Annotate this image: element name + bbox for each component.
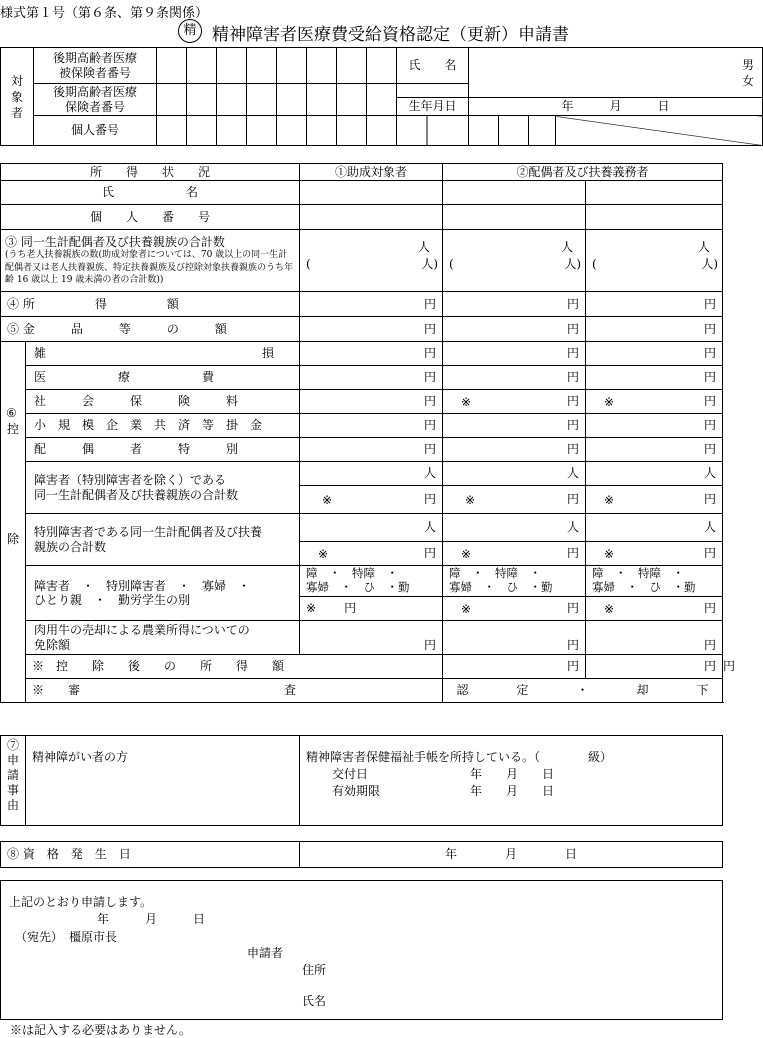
reason-left: 精神障がい者の方 xyxy=(26,736,300,826)
income-name-field[interactable] xyxy=(443,181,586,205)
money-amount-label: ⑤ 金 品 等 の 額 xyxy=(1,317,300,342)
name-label-spacer xyxy=(397,84,469,98)
reason-side-label: ⑦申請事由 xyxy=(1,736,26,826)
special-disabled-count-2[interactable]: 人 xyxy=(443,514,586,542)
category-amount-3[interactable]: ※ 円 xyxy=(586,597,723,621)
personal-digit[interactable] xyxy=(397,116,469,146)
money-amount-3[interactable]: 円 xyxy=(586,317,723,342)
medical-2[interactable]: 円 xyxy=(443,366,586,390)
subject-table xyxy=(0,47,763,146)
income-personal-number-field[interactable] xyxy=(443,205,586,230)
income-amount-3[interactable]: 円 xyxy=(586,292,723,317)
personal-blank xyxy=(556,116,763,146)
insured-digit[interactable] xyxy=(337,48,367,84)
insurer-digit[interactable] xyxy=(277,84,307,116)
personal-digit[interactable] xyxy=(187,116,217,146)
qualify-date[interactable]: 年 月 日 xyxy=(300,842,723,868)
misc-loss-3[interactable]: 円 xyxy=(586,342,723,366)
spouse-special-3[interactable]: 円 xyxy=(586,438,723,462)
insurer-digit[interactable] xyxy=(307,84,337,116)
dependents-field-1[interactable]: 人 ( 人) xyxy=(300,230,443,292)
spouse-special-1[interactable]: 円 xyxy=(300,438,443,462)
insurer-number-label: 後期高齢者医療 保険者番号 xyxy=(34,84,157,116)
insured-digit[interactable] xyxy=(217,48,247,84)
category-options-3[interactable]: 障 ・ 特障 ・ 寡婦 ・ ひ ・勤 xyxy=(586,566,723,597)
income-amount-2[interactable]: 円 xyxy=(443,292,586,317)
personal-digit[interactable] xyxy=(247,116,277,146)
personal-digit[interactable] xyxy=(307,116,337,146)
social-insurance-2[interactable]: ※ 円 xyxy=(443,390,586,414)
beef-amount-1[interactable]: 円 xyxy=(300,621,443,655)
reason-table xyxy=(0,735,723,826)
disabled-count-3[interactable]: 人 xyxy=(586,462,723,486)
signature-box xyxy=(0,880,723,1020)
spouse-special-label: 配 偶 者 特 別 xyxy=(26,438,300,462)
qualify-label: ⑧ 資 格 発 生 日 xyxy=(1,842,300,868)
income-name-label: 氏 名 xyxy=(1,181,300,205)
small-business-2[interactable]: 円 xyxy=(443,414,586,438)
income-amount-1[interactable]: 円 xyxy=(300,292,443,317)
review-result[interactable]: 認 定 ・ 却 下 xyxy=(443,679,723,703)
special-disabled-amount-1[interactable]: ※ 円 xyxy=(300,542,443,566)
beef-amount-2[interactable]: 円 xyxy=(443,621,586,655)
insured-digit[interactable] xyxy=(157,48,187,84)
insurer-digit[interactable] xyxy=(247,84,277,116)
special-disabled-amount-3[interactable]: ※ 円 xyxy=(586,542,723,566)
income-amount-label: ④ 所 得 額 xyxy=(1,292,300,317)
addressee: （宛先） 橿原市長 xyxy=(15,930,118,944)
insurer-digit[interactable] xyxy=(187,84,217,116)
disabled-count-1[interactable]: 人 xyxy=(300,462,443,486)
misc-loss-2[interactable]: 円 xyxy=(443,342,586,366)
insurer-digit[interactable] xyxy=(217,84,247,116)
after-deduction-1[interactable]: 円 xyxy=(443,655,586,679)
reason-handbook-line: 精神障害者保健福祉手帳を所持している。（ 級） xyxy=(306,750,613,764)
category-options-1[interactable]: 障 ・ 特障 ・ 寡婦 ・ ひ ・勤 xyxy=(300,566,443,597)
issue-date[interactable]: 年 月 日 xyxy=(470,767,555,781)
col2-header: ②配偶者及び扶養義務者 xyxy=(443,164,723,181)
small-business-3[interactable]: 円 xyxy=(586,414,723,438)
dependents-field-2[interactable]: 人 ( 人) xyxy=(443,230,586,292)
personal-digit[interactable] xyxy=(529,116,556,146)
personal-digit[interactable] xyxy=(337,116,367,146)
after-deduction-2[interactable]: 円 xyxy=(586,655,723,679)
misc-loss-label: 雑 損 xyxy=(26,342,300,366)
issue-label: 交付日 xyxy=(332,767,369,781)
valid-label: 有効期限 xyxy=(332,784,381,798)
insured-digit[interactable] xyxy=(247,48,277,84)
insured-digit[interactable] xyxy=(187,48,217,84)
page-title: 精神障害者医療費受給資格認定（更新）申請書 xyxy=(212,25,569,45)
personal-digit[interactable] xyxy=(217,116,247,146)
footer-note: ※は記入する必要はありません。 xyxy=(10,1023,191,1037)
statement: 上記のとおり申請します。 xyxy=(9,895,153,909)
disabled-amount-3[interactable]: ※ 円 xyxy=(586,486,723,514)
address-label[interactable]: 住所 xyxy=(302,963,327,977)
beef-amount-3[interactable]: 円 xyxy=(586,621,723,655)
personal-digit[interactable] xyxy=(367,116,397,146)
sex-female[interactable]: 女 xyxy=(742,74,755,88)
social-insurance-label: 社 会 保 険 料 xyxy=(26,390,300,414)
sex-male[interactable]: 男 xyxy=(742,58,755,72)
income-name-field[interactable] xyxy=(586,181,723,205)
income-personal-number-label: 個 人 番 号 xyxy=(1,205,300,230)
sign-date[interactable]: 年 月 日 xyxy=(97,912,206,926)
medical-3[interactable]: 円 xyxy=(586,366,723,390)
special-disabled-count-1[interactable]: 人 xyxy=(300,514,443,542)
income-table: 所 得 状 況 ①助成対象者 ②配偶者及び扶養義務者 氏 名 個 人 番 号 ③ 同一生計配偶者及び扶養親族の合計数 (うち老人扶養親族の数(助成対象者については、70 歳以上の同一生計配偶者又は老人扶養親族、特定扶養親族及び控除対象扶養親族のうち年齢 16 歳以上 19 歳未満の者の合計数)) 人 ( 人) 人 ( 人) 人 ( 人) ④ 所 得 額 円 円 円 ⑤ 金 品 等 の 額 円 円 円 ⑥ 控 除 雑 損 円 円 円 医 療 費 円 円 円 社 会 保 険 料 円 ※ 円 ※ 円 小 規 模 企 業 共 済 等 掛 金 円 円 円 配 偶 者 特 別 円 円 円 障害者（特別障害者を除く）である 同一生計配偶者及び扶養親族の合計数 人 人 人 ※ 円 ※ 円 ※ 円 特別障害者である同一生計配偶者及び扶養 親族の合計数 人 人 人 ※ 円 ※ 円 ※ 円 障害者 ・ 特別障害者 ・ 寡婦 ・ ひとり親 ・ 勤労学生の別 障 ・ 特障 ・ 寡婦 ・ ひ ・勤 障 ・ 特障 ・ 寡婦 ・ ひ ・勤 障 ・ 特障 ・ 寡婦 ・ ひ ・勤 ※ 円 ※ 円 ※ 円 肉用牛の売却による農業所得についての 免除額 円 円 円 ※ 控 除 後 の 所 得 額 円 円 円 ※ 審 査 認 定 ・ 却 下 xyxy=(0,163,723,703)
review-label: ※ 審 査 xyxy=(26,679,443,703)
insurer-digit[interactable] xyxy=(157,84,187,116)
birth-label: 生年月日 xyxy=(397,98,469,116)
medical-label: 医 療 費 xyxy=(26,366,300,390)
after-deduction-label: ※ 控 除 後 の 所 得 額 xyxy=(26,655,443,679)
medical-1[interactable]: 円 xyxy=(300,366,443,390)
dependents-field-3[interactable]: 人 ( 人) xyxy=(586,230,723,292)
personal-number-label: 個人番号 xyxy=(34,116,157,146)
beef-label: 肉用牛の売却による農業所得についての 免除額 xyxy=(26,621,300,655)
dependents-note: (うち老人扶養親族の数(助成対象者については、70 歳以上の同一生計配偶者又は老人扶養親族、特定扶養親族及び控除対象扶養親族のうち年齢 16 歳以上 19 歳未満の者の合計数)) xyxy=(5,250,294,285)
personal-digit[interactable] xyxy=(277,116,307,146)
money-amount-2[interactable]: 円 xyxy=(443,317,586,342)
income-personal-number-field[interactable] xyxy=(300,205,443,230)
misc-loss-1[interactable]: 円 xyxy=(300,342,443,366)
small-business-1[interactable]: 円 xyxy=(300,414,443,438)
category-amount-2[interactable]: ※ 円 xyxy=(443,597,586,621)
special-disabled-amount-2[interactable]: ※ 円 xyxy=(443,542,586,566)
deduction-side-label: ⑥ 控 除 xyxy=(1,342,26,703)
disabled-count-2[interactable]: 人 xyxy=(443,462,586,486)
special-disabled-label: 特別障害者である同一生計配偶者及び扶養 親族の合計数 xyxy=(26,514,300,566)
small-business-label: 小 規 模 企 業 共 済 等 掛 金 xyxy=(26,414,300,438)
social-insurance-1[interactable]: 円 xyxy=(300,390,443,414)
applicant-name-label[interactable]: 氏名 xyxy=(302,994,327,1008)
income-name-field[interactable] xyxy=(300,181,443,205)
personal-digit[interactable] xyxy=(157,116,187,146)
insured-digit[interactable] xyxy=(277,48,307,84)
spouse-special-2[interactable]: 円 xyxy=(443,438,586,462)
reason-handbook[interactable] xyxy=(300,736,723,826)
category-label: 障害者 ・ 特別障害者 ・ 寡婦 ・ ひとり親 ・ 勤労学生の別 xyxy=(26,566,300,621)
disabled-label: 障害者（特別障害者を除く）である 同一生計配偶者及び扶養親族の合計数 xyxy=(26,462,300,514)
subject-side-label: 対象者 xyxy=(1,48,34,146)
insured-number-label: 後期高齢者医療 被保険者番号 xyxy=(34,48,157,84)
category-options-2[interactable]: 障 ・ 特障 ・ 寡婦 ・ ひ ・勤 xyxy=(443,566,586,597)
disabled-amount-1[interactable]: ※ 円 xyxy=(300,486,443,514)
personal-digit[interactable] xyxy=(499,116,529,146)
form-number: 様式第１号（第６条、第９条関係） xyxy=(0,6,209,21)
money-amount-1[interactable]: 円 xyxy=(300,317,443,342)
personal-digit[interactable] xyxy=(469,116,499,146)
insured-digit[interactable] xyxy=(307,48,337,84)
insurer-digit[interactable] xyxy=(337,84,367,116)
insurer-digit[interactable] xyxy=(367,84,397,116)
valid-date[interactable]: 年 月 日 xyxy=(470,784,555,798)
insured-digit[interactable] xyxy=(367,48,397,84)
col1-header: ①助成対象者 xyxy=(300,164,443,181)
social-insurance-3[interactable]: ※ 円 xyxy=(586,390,723,414)
category-amount-1[interactable]: ※ 円 xyxy=(300,597,443,621)
income-header: 所 得 状 況 xyxy=(1,164,300,181)
seishin-mark: 精 xyxy=(178,19,202,43)
qualify-table xyxy=(0,841,723,868)
name-field[interactable] xyxy=(469,48,763,98)
birth-field[interactable]: 年 月 日 xyxy=(469,98,763,116)
income-personal-number-field[interactable] xyxy=(586,205,723,230)
applicant-label: 申請者 xyxy=(247,946,284,960)
special-disabled-count-3[interactable]: 人 xyxy=(586,514,723,542)
name-label: 氏 名 xyxy=(397,48,469,84)
dependents-label: ③ 同一生計配偶者及び扶養親族の合計数 (うち老人扶養親族の数(助成対象者については、70 歳以上の同一生計配偶者又は老人扶養親族、特定扶養親族及び控除対象扶養親族のうち年齢 16 歳以上 19 歳未満の者の合計数)) xyxy=(1,230,300,292)
disabled-amount-2[interactable]: ※ 円 xyxy=(443,486,586,514)
